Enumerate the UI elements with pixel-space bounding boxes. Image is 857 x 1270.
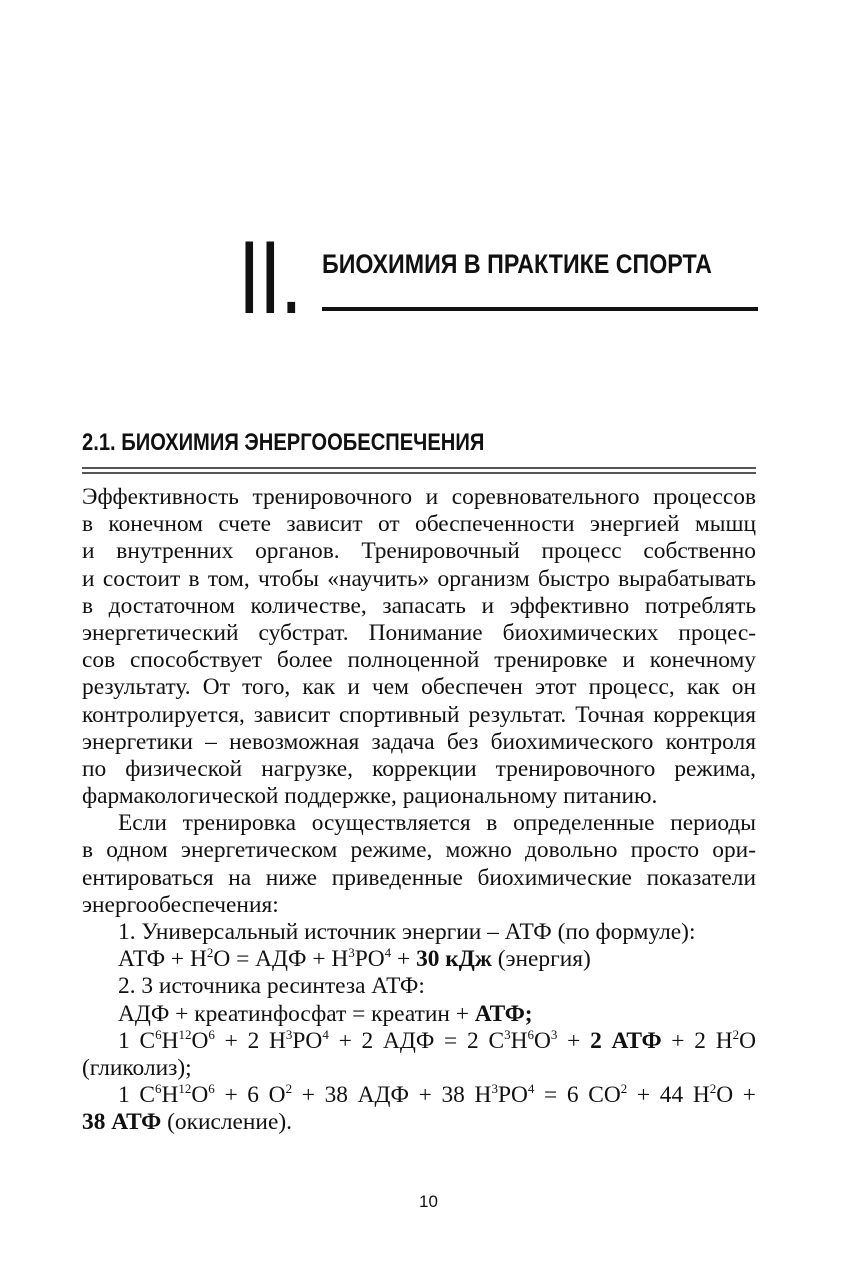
text-line: по физической нагрузке, коррекции тренировочного режима, xyxy=(82,755,756,782)
formula-index: 2 xyxy=(620,1081,628,1097)
text-line: контролируется, зависит спортивный результат. Точная коррекция xyxy=(82,701,756,728)
formula-text: + 2 H xyxy=(661,1027,733,1054)
energy-value: 30 кДж xyxy=(416,946,492,973)
formula-text: PO xyxy=(292,1027,323,1054)
chapter-title-underline xyxy=(322,307,758,311)
formula-index: 3 xyxy=(348,945,355,961)
formula-product: 2 АТФ xyxy=(590,1027,662,1054)
formula-text: + 38 АДФ + 38 H xyxy=(292,1082,492,1109)
formula-index: 6 xyxy=(154,1081,162,1097)
oxidation-formula xyxy=(82,1082,756,1109)
formula-text: PO xyxy=(497,1082,528,1109)
formula-index: 3 xyxy=(504,1026,511,1042)
page-number: 10 xyxy=(419,1192,438,1211)
formula-text: H xyxy=(161,1027,179,1054)
formula-index: 4 xyxy=(527,1081,535,1097)
formula-index: 2 xyxy=(709,1081,717,1097)
formula-product: 38 АТФ xyxy=(82,1109,162,1136)
formula-text: H xyxy=(510,1027,528,1054)
formula-text: H xyxy=(161,1082,179,1109)
text-line: и внутренних органов. Тренировочный процесс собственно xyxy=(82,538,756,565)
text-line: Эффективность тренировочного и соревновательного процессов xyxy=(82,484,756,510)
formula-text: 1 C xyxy=(118,1027,156,1054)
atp-hydrolysis-formula xyxy=(82,946,756,973)
formula-index: 6 xyxy=(208,1026,215,1042)
formula-index: 2 xyxy=(206,945,214,961)
formula-index: 3 xyxy=(550,1026,558,1042)
text-line: фармакологической поддержке, рациональному питанию. xyxy=(82,783,658,810)
formula-text: O = АДФ + H xyxy=(213,946,349,973)
item-2-heading: 2. 3 источника ресинтеза АТФ: xyxy=(118,973,425,1000)
formula-index: 12 xyxy=(178,1081,192,1097)
formula-text: 1 C xyxy=(118,1082,155,1109)
formula-text: O xyxy=(191,1082,209,1109)
formula-note: (окисление). xyxy=(161,1109,292,1136)
formula-text: + xyxy=(557,1027,591,1054)
formula-text: + xyxy=(391,946,417,973)
formula-text: = 6 CO xyxy=(534,1082,621,1109)
item-1-heading: 1. Универсальный источник энергии – АТФ (по формуле): xyxy=(118,919,696,945)
formula-text: АТФ + H xyxy=(118,946,207,973)
formula-index: 4 xyxy=(322,1026,329,1042)
formula-index: 6 xyxy=(527,1026,534,1042)
formula-text: + 44 H xyxy=(627,1082,710,1109)
text-line: энергетический субстрат. Понимание биохимических процес- xyxy=(82,619,756,646)
text-line: результату. От того, как и чем обеспечен этот процесс, как он xyxy=(82,674,756,701)
formula-product: АТФ; xyxy=(474,1000,533,1027)
text-line: в достаточном количестве, запасать и эффективно потреблять xyxy=(82,592,756,619)
formula-text: PO xyxy=(354,946,385,973)
formula-index: 3 xyxy=(285,1026,293,1042)
text-line: сов способствует более полноценной тренировке и конечному xyxy=(82,647,756,674)
formula-text: O xyxy=(533,1027,551,1054)
glycolysis-formula xyxy=(82,1028,756,1055)
chapter-numeral: II. xyxy=(238,220,301,336)
text-line: и состоит в том, чтобы «научить» организм быстро вырабатывать xyxy=(82,565,756,592)
formula-index: 12 xyxy=(178,1026,192,1042)
formula-text: + 2 H xyxy=(214,1027,286,1054)
text-line: в конечном счете зависит от обеспеченности энергией мышц xyxy=(82,511,756,538)
chapter-title: БИОХИМИЯ В ПРАКТИКЕ СПОРТА xyxy=(322,249,712,279)
text-line: энергообеспечения: xyxy=(82,891,279,918)
formula-text: + 2 АДФ = 2 C xyxy=(328,1027,505,1054)
section-rule-bottom xyxy=(82,472,756,474)
oxidation-label xyxy=(82,1109,756,1136)
formula-index: 4 xyxy=(384,945,392,961)
paragraph-1 xyxy=(82,484,756,810)
formula-text: + 6 O xyxy=(214,1082,286,1109)
formula-index: 3 xyxy=(491,1081,498,1097)
formula-index: 6 xyxy=(155,1026,162,1042)
formula-index: 6 xyxy=(208,1081,215,1097)
body-text xyxy=(82,484,756,1137)
paragraph-2 xyxy=(82,810,756,919)
formula-text: O + xyxy=(716,1082,756,1109)
formula-text: АДФ + креатинфосфат = креатин + xyxy=(118,1000,475,1027)
text-line: энергетики – невозможная задача без биохимического контроля xyxy=(82,728,756,755)
glycolysis-label: (гликолиз); xyxy=(82,1054,192,1081)
formula-index: 2 xyxy=(732,1026,740,1042)
text-line: в одном энергетическом режиме, можно довольно просто ори- xyxy=(82,837,756,864)
text-line: ентироваться на ниже приведенные биохимические показатели xyxy=(82,864,756,891)
section-title: 2.1. БИОХИМИЯ ЭНЕРГООБЕСПЕЧЕНИЯ xyxy=(82,429,485,456)
formula-note: (энергия) xyxy=(491,946,591,973)
formula-index: 2 xyxy=(285,1081,293,1097)
creatine-phosphate-formula xyxy=(82,1001,756,1028)
formula-text: O xyxy=(191,1027,209,1054)
formula-text: O xyxy=(739,1027,756,1054)
section-rule-top xyxy=(82,467,756,469)
text-line: Если тренировка осуществляется в определенные периоды xyxy=(118,810,756,837)
